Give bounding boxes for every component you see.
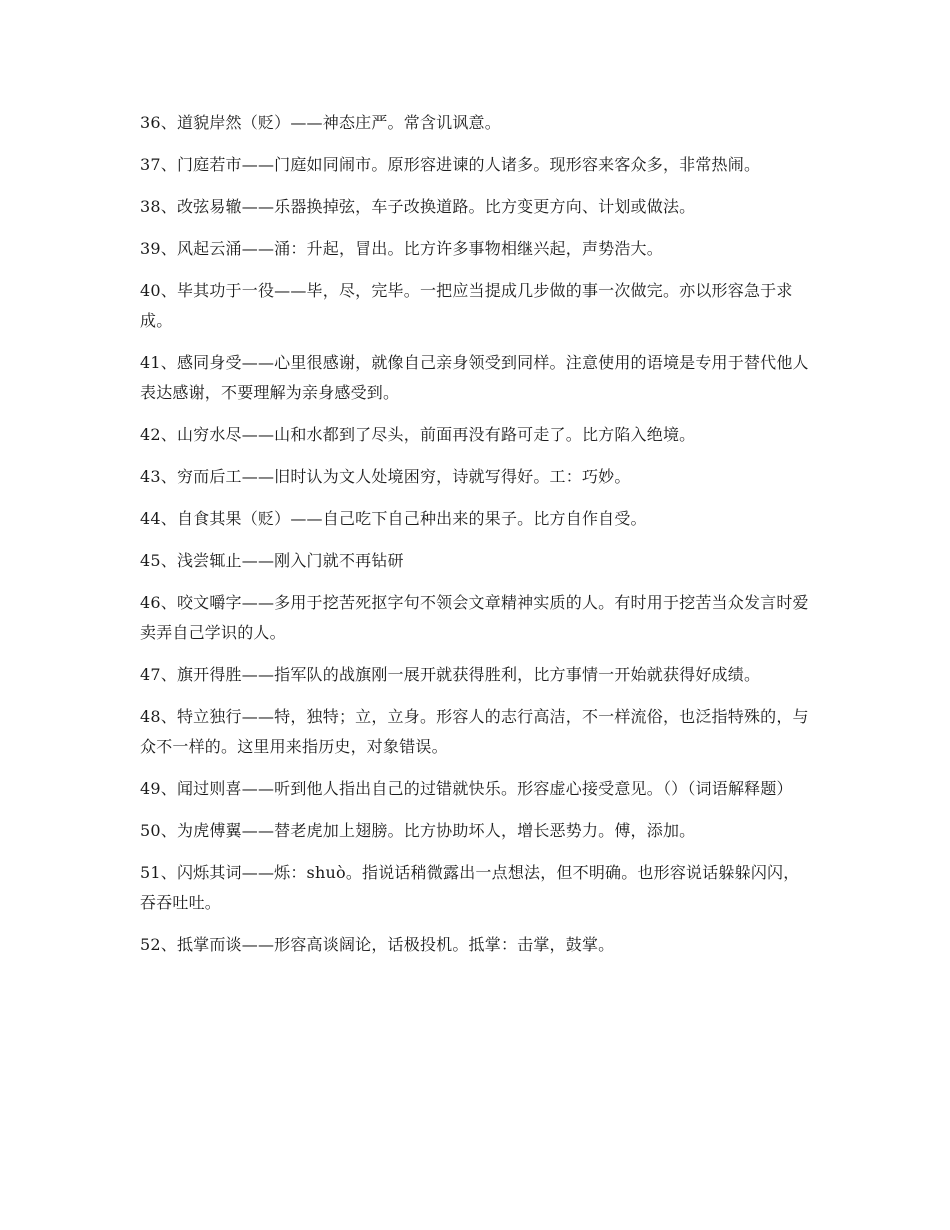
idiom-entry-46: 46、咬文嚼字——多用于挖苦死抠字句不领会文章精神实质的人。有时用于挖苦当众发言时爱卖弄自己学识的人。: [140, 593, 809, 642]
idiom-entry-41: 41、感同身受——心里很感谢，就像自己亲身领受到同样。注意使用的语境是专用于替代他人表达感谢，不要理解为亲身感受到。: [140, 353, 809, 402]
idiom-entry-39: 39、风起云涌——涌：升起，冒出。比方许多事物相继兴起，声势浩大。: [140, 239, 663, 258]
idiom-entry-36: 36、道貌岸然（贬）——神态庄严。常含讥讽意。: [140, 113, 501, 132]
idiom-entry-52: 52、抵掌而谈——形容高谈阔论，话极投机。抵掌：击掌，鼓掌。: [140, 935, 615, 954]
idiom-entry-51: 51、闪烁其词——烁：shuò。指说话稍微露出一点想法，但不明确。也形容说话躲躲闪闪，吞吞吐吐。: [140, 863, 800, 912]
idiom-list: [140, 108, 810, 972]
idiom-entry-43: 43、穷而后工——旧时认为文人处境困穷，诗就写得好。工：巧妙。: [140, 467, 631, 486]
idiom-entry-42: 42、山穷水尽——山和水都到了尽头，前面再没有路可走了。比方陷入绝境。: [140, 425, 696, 444]
idiom-entry-37: 37、门庭若市——门庭如同闹市。原形容进谏的人诸多。现形容来客众多，非常热闹。: [140, 155, 761, 174]
idiom-entry-49: 49、闻过则喜——听到他人指出自己的过错就快乐。形容虚心接受意见。（）（词语解释题）: [140, 779, 793, 798]
idiom-entry-40: 40、毕其功于一役——毕，尽，完毕。一把应当提成几步做的事一次做完。亦以形容急于求成。: [140, 281, 793, 330]
idiom-entry-44: 44、自食其果（贬）——自己吃下自己种出来的果子。比方自作自受。: [140, 509, 647, 528]
idiom-entry-45: 45、浅尝辄止——刚入门就不再钻研: [140, 551, 404, 570]
idiom-entry-47: 47、旗开得胜——指军队的战旗刚一展开就获得胜利，比方事情一开始就获得好成绩。: [140, 665, 761, 684]
idiom-entry-38: 38、改弦易辙——乐器换掉弦，车子改换道路。比方变更方向、计划或做法。: [140, 197, 696, 216]
idiom-entry-50: 50、为虎傅翼——替老虎加上翅膀。比方协助坏人，增长恶势力。傅，添加。: [140, 821, 696, 840]
idiom-entry-48: 48、特立独行——特，独特；立，立身。形容人的志行高洁，不一样流俗，也泛指特殊的，与众不一样的。这里用来指历史，对象错误。: [140, 707, 809, 756]
